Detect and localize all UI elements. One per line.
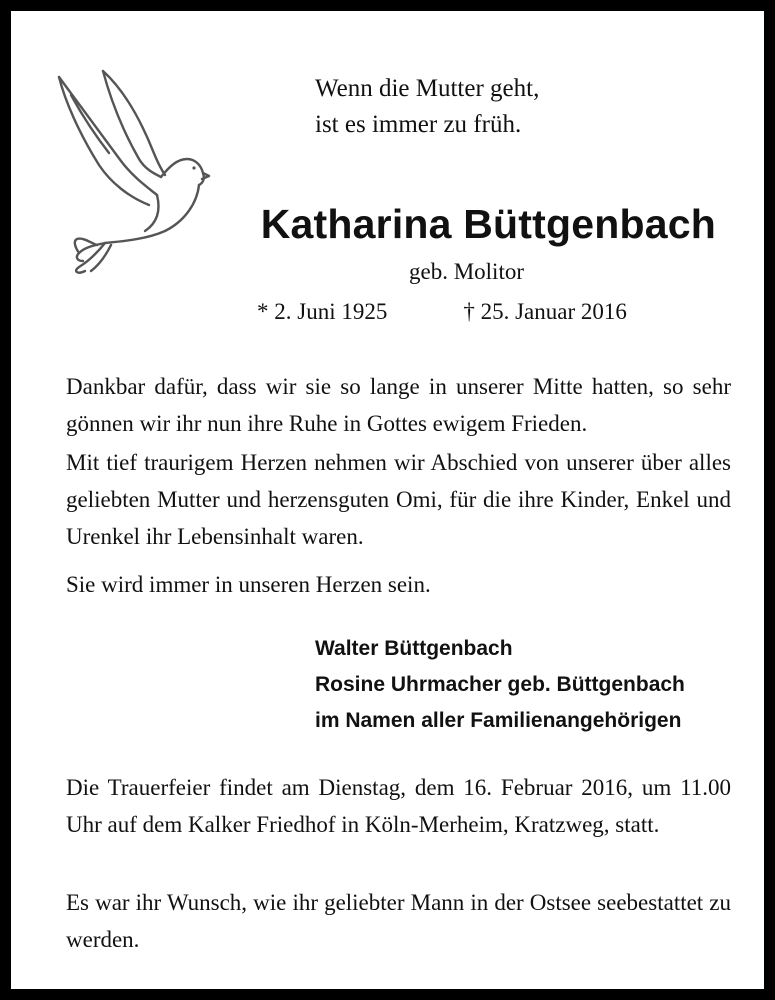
birth-date: * 2. Juni 1925 (257, 299, 388, 324)
signer-line: Rosine Uhrmacher geb. Büttgenbach (315, 673, 685, 696)
signers (315, 631, 685, 739)
signer-line: im Namen aller Familienangehörigen (315, 709, 682, 732)
motto-line-1: Wenn die Mutter geht, (315, 75, 540, 102)
deceased-name: Katharina Büttgenbach (260, 201, 716, 247)
signer-line: Walter Büttgenbach (315, 637, 513, 660)
death-date: † 25. Januar 2016 (463, 299, 627, 324)
paragraph-farewell: Mit tief traurigem Herzen nehmen wir Abschied von unserer über alles geliebten Mutter und herzensguten Omi, für die ihre Kinder, Enkel und Urenkel ihr Lebensinhalt waren. (66, 450, 731, 549)
paragraph-wish: Es war ihr Wunsch, wie ihr geliebter Mann in der Ostsee seebestattet zu werden. (66, 890, 731, 952)
motto (315, 71, 539, 143)
maiden-name: geb. Molitor (409, 259, 524, 284)
motto-line-2: ist es immer zu früh. (315, 111, 522, 138)
life-dates (257, 299, 627, 325)
paragraph-ceremony: Die Trauerfeier findet am Dienstag, dem 16. Februar 2016, um 11.00 Uhr auf dem Kalker Friedhof in Köln-Merheim, Kratzweg, statt. (66, 775, 731, 837)
paragraph-gratitude: Dankbar dafür, dass wir sie so lange in unserer Mitte hatten, so sehr gönnen wir ihr nun ihre Ruhe in Gottes ewigem Frieden. (66, 374, 731, 436)
paragraph-remembrance: Sie wird immer in unseren Herzen sein. (66, 572, 431, 597)
